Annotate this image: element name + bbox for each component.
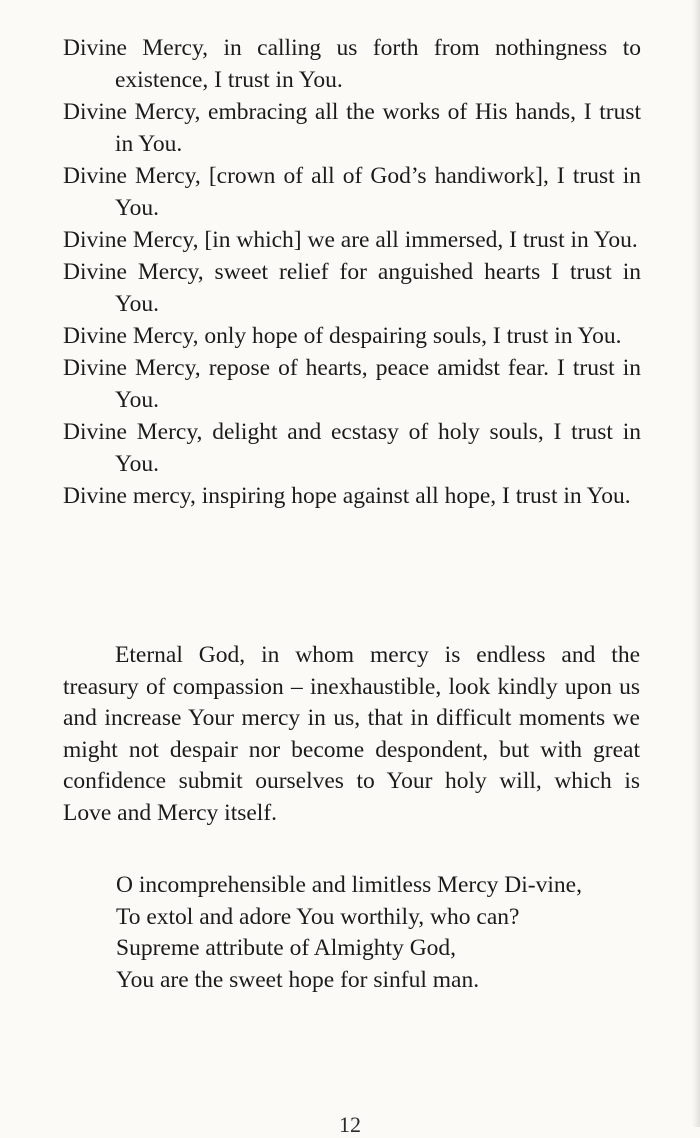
- verse-line: You are the sweet hope for sinful man.: [116, 966, 480, 993]
- litany-invocation: Divine Mercy, delight and ecstasy of holy souls, I trust in You.: [63, 419, 641, 477]
- litany-invocation: Divine Mercy, [crown of all of God’s handiwork], I trust in You.: [63, 163, 641, 221]
- verse-stanza: [116, 870, 640, 996]
- verse-line: O incomprehensible and limitless Mercy Di-vine,: [116, 872, 582, 898]
- page-number: 12: [339, 1112, 361, 1137]
- litany-invocation: Divine Mercy, repose of hearts, peace amidst fear. I trust in You.: [63, 355, 641, 413]
- litany-invocation: Divine mercy, inspiring hope against all hope, I trust in You.: [63, 483, 631, 509]
- litany-invocation: Divine Mercy, in calling us forth from nothingness to existence, I trust in You.: [63, 35, 641, 93]
- litany-invocation: Divine Mercy, embracing all the works of His hands, I trust in You.: [63, 99, 641, 157]
- litany-invocation: Divine Mercy, only hope of despairing souls, I trust in You.: [63, 323, 622, 349]
- closing-prayer-paragraph: Eternal God, in whom mercy is endless and the treasury of compassion – inexhaustible, look kindly upon us and increase Your mercy in us, that in difficult moments we might not despair nor become despondent, but with great confidence submit ourselves to Your holy will, which is Love and Mercy itself.: [63, 642, 640, 826]
- verse-line: Supreme attribute of Almighty God,: [116, 935, 457, 961]
- litany-section: [63, 32, 641, 512]
- verse-line: To extol and adore You worthily, who can?: [116, 903, 520, 930]
- litany-invocation: Divine Mercy, [in which] we are all immersed, I trust in You.: [63, 227, 638, 253]
- litany-invocation: Divine Mercy, sweet relief for anguished hearts I trust in You.: [63, 259, 641, 317]
- page-edge-shadow: [692, 0, 700, 1127]
